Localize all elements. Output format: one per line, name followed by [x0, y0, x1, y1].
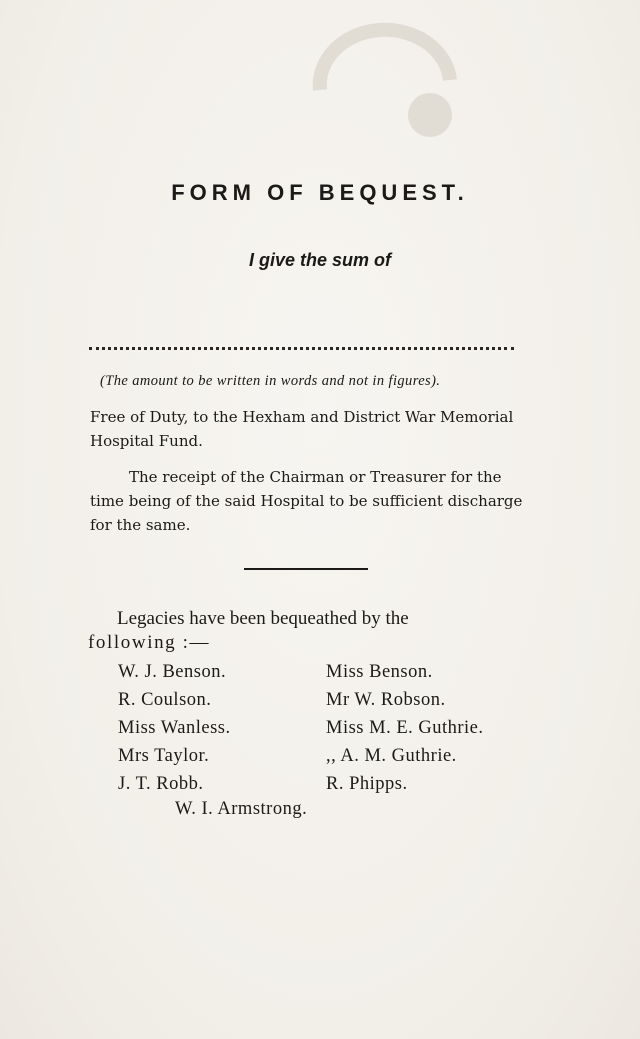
- legatee-name: Mrs Taylor.: [118, 746, 210, 766]
- legatee-name: W. J. Benson.: [118, 662, 227, 682]
- legacies-line-2: following :—: [88, 632, 211, 653]
- legatee-name: Miss M. E. Guthrie.: [326, 718, 484, 738]
- legatee-name: R. Coulson.: [118, 690, 212, 710]
- receipt-paragraph: The receipt of the Chairman or Treasurer for the time being of the said Hospital to be sufficient discharge for the same.: [90, 468, 523, 534]
- legatee-name: R. Phipps.: [326, 774, 408, 794]
- bequest-intro: I give the sum of: [248, 250, 392, 270]
- amount-instruction: (The amount to be written in words and not in figures).: [100, 373, 441, 389]
- duty-paragraph: Free of Duty, to the Hexham and District War Memorial Hospital Fund.: [90, 408, 514, 450]
- legatee-name: Miss Wanless.: [118, 718, 231, 738]
- legatee-name: W. I. Armstrong.: [175, 799, 308, 819]
- form-title: FORM OF BEQUEST.: [171, 180, 469, 205]
- legacies-line-1: Legacies have been bequeathed by the: [117, 608, 409, 629]
- legatee-name: ,, A. M. Guthrie.: [326, 746, 457, 766]
- legatee-name: Mr W. Robson.: [326, 690, 446, 710]
- legatee-name: J. T. Robb.: [118, 774, 204, 794]
- legatee-name: Miss Benson.: [326, 662, 433, 682]
